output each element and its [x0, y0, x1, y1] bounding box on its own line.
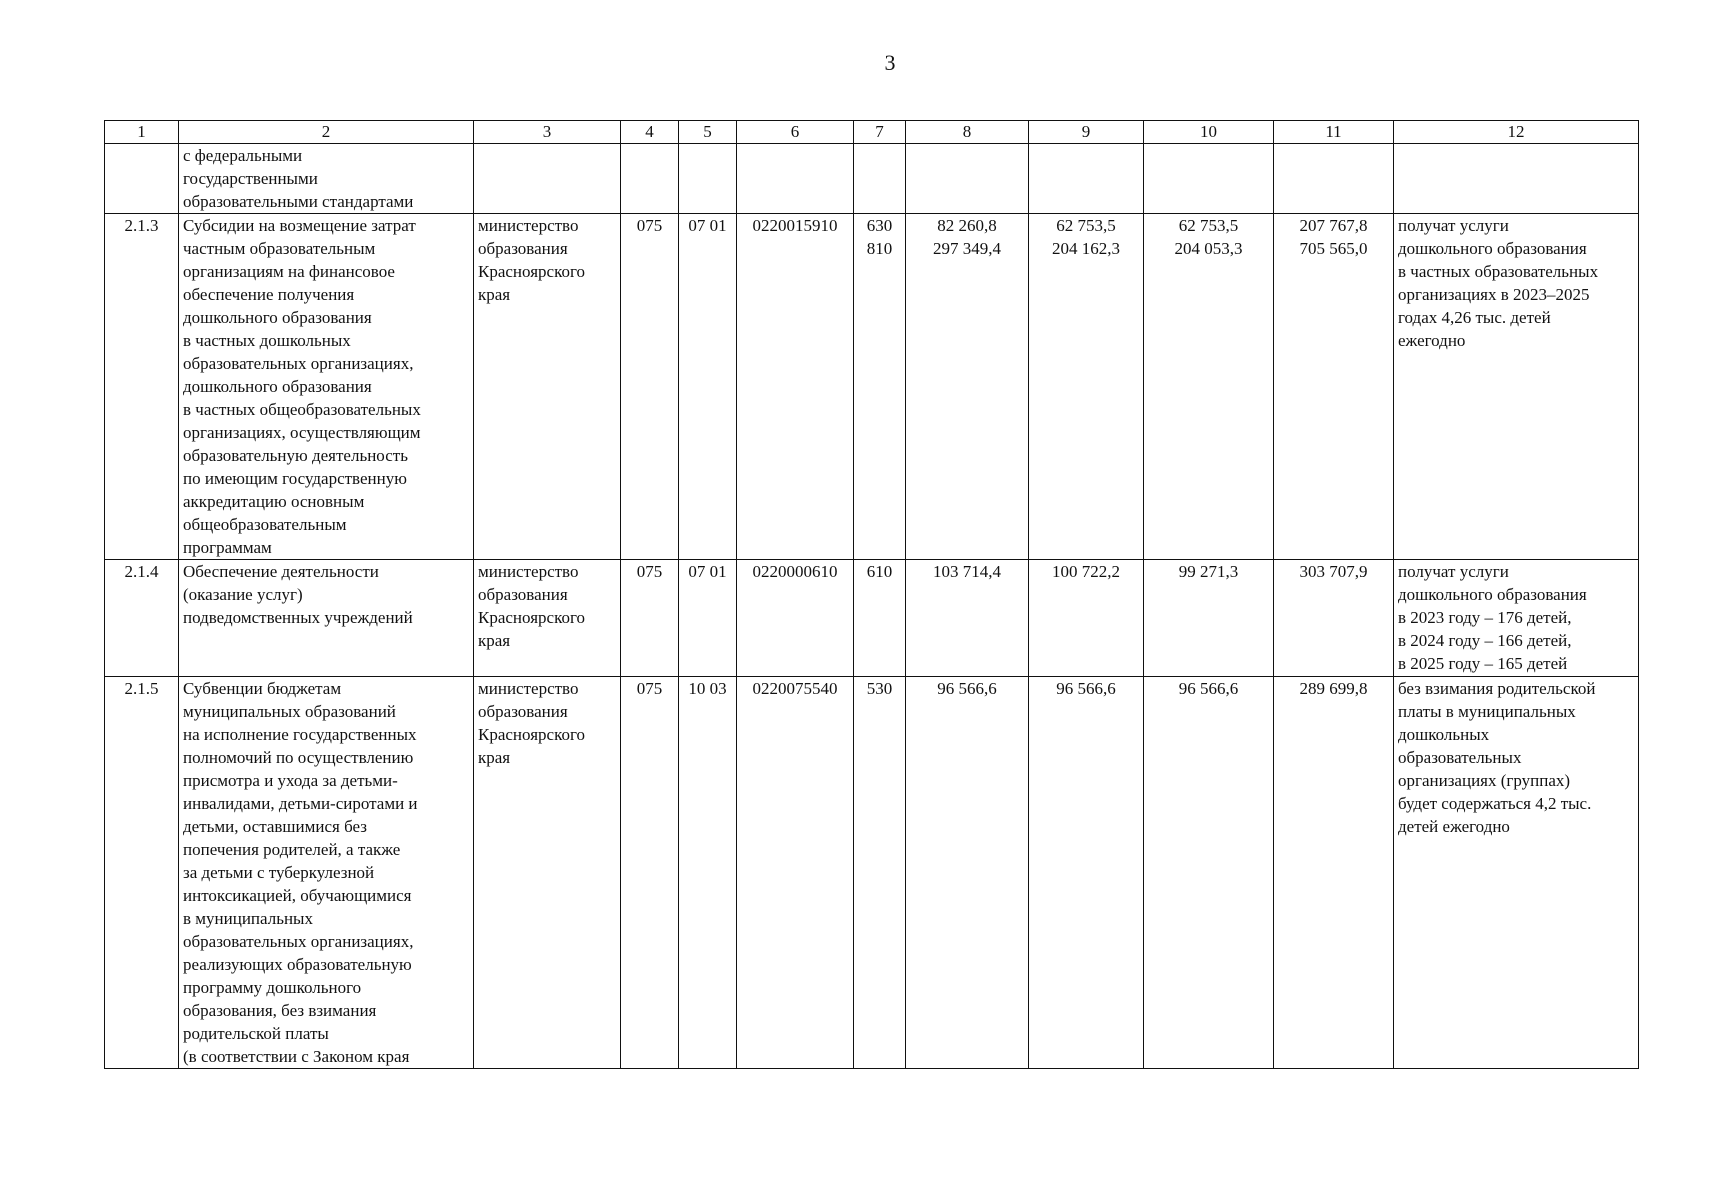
row-number: 2.1.4	[105, 560, 179, 677]
row-organization	[474, 214, 621, 560]
table-row	[105, 677, 1639, 1069]
rzpr-code: 07 01	[679, 560, 737, 677]
row-result	[1394, 214, 1639, 560]
result-lines-line: получат услуги	[1398, 562, 1509, 581]
name-lines-line: программам	[183, 538, 272, 557]
row-name	[179, 677, 474, 1069]
org-lines-line: министерство	[478, 216, 579, 235]
result-lines-line: платы в муниципальных	[1398, 702, 1576, 721]
name-lines-line: интоксикацией, обучающимися	[183, 886, 412, 905]
result-lines-line: без взимания родительской	[1398, 679, 1596, 698]
page-number: 3	[884, 50, 896, 75]
name-lines-line: образования, без взимания	[183, 1001, 377, 1020]
result-lines-line: получат услуги	[1398, 216, 1509, 235]
result-lines-line: в 2024 году – 166 детей,	[1398, 631, 1572, 650]
total-value: 207 767,8	[1299, 216, 1368, 235]
name-lines-line: Субсидии на возмещение затрат	[183, 216, 416, 235]
amount-2025	[1144, 214, 1274, 560]
result-lines-line: детей ежегодно	[1398, 817, 1510, 836]
total-value: 705 565,0	[1299, 239, 1368, 258]
rzpr-code: 10 03	[679, 677, 737, 1069]
vr-value: 810	[866, 239, 893, 258]
grbs-code: 075	[621, 560, 679, 677]
name-lines-line: Обеспечение деятельности	[183, 562, 379, 581]
vr-code	[854, 677, 906, 1069]
name-lines-line: организациям на финансовое	[183, 262, 395, 281]
y2024-value: 204 162,3	[1052, 239, 1120, 258]
amount-2025	[1144, 677, 1274, 1069]
name-lines-line: реализующих образовательную	[183, 955, 412, 974]
org-lines-line: края	[478, 285, 511, 304]
amount-total	[1274, 214, 1394, 560]
y2025-value: 99 271,3	[1178, 562, 1239, 581]
amount-2024	[1029, 677, 1144, 1069]
name-lines-line: аккредитацию основным	[183, 492, 365, 511]
result-lines-line: организациях в 2023–2025	[1398, 285, 1590, 304]
result-lines-line: организациях (группах)	[1398, 771, 1571, 790]
total-value: 303 707,9	[1299, 562, 1368, 581]
vr-value: 530	[866, 679, 893, 698]
org-lines-line: края	[478, 748, 511, 767]
grbs-code: 075	[621, 677, 679, 1069]
org-lines-line: министерство	[478, 679, 579, 698]
row-result	[1394, 677, 1639, 1069]
y2025-value: 204 053,3	[1174, 239, 1243, 258]
csr-code: 0220075540	[737, 677, 854, 1069]
result-lines-line: в 2025 году – 165 детей	[1398, 654, 1568, 673]
table-row	[105, 214, 1639, 560]
y2023-value: 96 566,6	[937, 679, 997, 698]
header-cell: 12	[1394, 121, 1639, 144]
header-cell: 2	[179, 121, 474, 144]
name-lines-line: обеспечение получения	[183, 285, 355, 304]
vr-code	[854, 560, 906, 677]
row-name	[179, 560, 474, 677]
row-name	[179, 214, 474, 560]
result-lines-line: дошкольных	[1398, 725, 1490, 744]
name-lines-line: в муниципальных	[183, 909, 313, 928]
csr-code: 0220000610	[737, 560, 854, 677]
vr-code	[854, 214, 906, 560]
table-row	[105, 560, 1639, 677]
header-cell: 4	[621, 121, 679, 144]
name-lines-line: дошкольного образования	[183, 377, 372, 396]
header-cell: 5	[679, 121, 737, 144]
name-lines-line: родительской платы	[183, 1024, 329, 1043]
result-lines-line: дошкольного образования	[1398, 585, 1587, 604]
amount-total	[1274, 560, 1394, 677]
header-cell: 10	[1144, 121, 1274, 144]
rzpr-code: 07 01	[679, 214, 737, 560]
result-lines-line: годах 4,26 тыс. детей	[1398, 308, 1551, 327]
row-number: 2.1.5	[105, 677, 179, 1069]
header-cell: 6	[737, 121, 854, 144]
header-cell: 7	[854, 121, 906, 144]
vr-value: 630	[866, 216, 893, 235]
total-value: 289 699,8	[1299, 679, 1368, 698]
name-lines-line: на исполнение государственных	[183, 725, 417, 744]
vr-value: 610	[866, 562, 893, 581]
amount-2024	[1029, 560, 1144, 677]
amount-2023	[906, 560, 1029, 677]
y2025-value: 96 566,6	[1178, 679, 1239, 698]
name-lines-line: образовательную деятельность	[183, 446, 408, 465]
name-lines-line: программу дошкольного	[183, 978, 362, 997]
budget-table	[104, 120, 1639, 1069]
continuation-text: с федеральными государственными образовательными стандартами	[179, 144, 474, 214]
continuation-row	[105, 144, 1639, 214]
org-lines-line: Красноярского	[478, 262, 586, 281]
amount-2024	[1029, 214, 1144, 560]
name-lines-line: попечения родителей, а также	[183, 840, 401, 859]
csr-code: 0220015910	[737, 214, 854, 560]
name-lines-line: муниципальных образований	[183, 702, 396, 721]
org-lines-line: Красноярского	[478, 608, 586, 627]
name-lines-line: Субвенции бюджетам	[183, 679, 342, 698]
name-lines-line: подведомственных учреждений	[183, 608, 413, 627]
row-organization	[474, 677, 621, 1069]
result-lines-line: будет содержаться 4,2 тыс.	[1398, 794, 1592, 813]
header-cell: 9	[1029, 121, 1144, 144]
name-lines-line: образовательных организациях,	[183, 354, 414, 373]
result-lines-line: ежегодно	[1398, 331, 1466, 350]
amount-2023	[906, 214, 1029, 560]
name-lines-line: присмотра и ухода за детьми-	[183, 771, 398, 790]
result-lines-line: дошкольного образования	[1398, 239, 1587, 258]
org-lines-line: образования	[478, 702, 568, 721]
name-lines-line: организациях, осуществляющим	[183, 423, 421, 442]
org-lines-line: министерство	[478, 562, 579, 581]
name-lines-line: инвалидами, детьми-сиротами и	[183, 794, 418, 813]
amount-2025	[1144, 560, 1274, 677]
y2024-value: 62 753,5	[1056, 216, 1116, 235]
name-lines-line: образовательных организациях,	[183, 932, 414, 951]
y2023-value: 82 260,8	[937, 216, 997, 235]
result-lines-line: в 2023 году – 176 детей,	[1398, 608, 1572, 627]
grbs-code: 075	[621, 214, 679, 560]
result-lines-line: в частных образовательных	[1398, 262, 1599, 281]
header-cell: 11	[1274, 121, 1394, 144]
name-lines-line: за детьми с туберкулезной	[183, 863, 375, 882]
name-lines-line: по имеющим государственную	[183, 469, 407, 488]
header-cell: 1	[105, 121, 179, 144]
amount-2023	[906, 677, 1029, 1069]
name-lines-line: дошкольного образования	[183, 308, 372, 327]
name-lines-line: (в соответствии с Законом края	[183, 1047, 410, 1066]
name-lines-line: общеобразовательным	[183, 515, 347, 534]
name-lines-line: детьми, оставшимися без	[183, 817, 367, 836]
name-lines-line: (оказание услуг)	[183, 585, 303, 604]
y2025-value: 62 753,5	[1178, 216, 1239, 235]
name-lines-line: в частных общеобразовательных	[183, 400, 421, 419]
name-lines-line: полномочий по осуществлению	[183, 748, 414, 767]
y2024-value: 96 566,6	[1056, 679, 1116, 698]
org-lines-line: образования	[478, 585, 568, 604]
amount-total	[1274, 677, 1394, 1069]
org-lines-line: края	[478, 631, 511, 650]
row-result	[1394, 560, 1639, 677]
name-lines-line: в частных дошкольных	[183, 331, 351, 350]
row-number: 2.1.3	[105, 214, 179, 560]
org-lines-line: Красноярского	[478, 725, 586, 744]
header-row	[105, 121, 1639, 144]
name-lines-line: частным образовательным	[183, 239, 376, 258]
y2024-value: 100 722,2	[1052, 562, 1120, 581]
org-lines-line: образования	[478, 239, 568, 258]
row-organization	[474, 560, 621, 677]
header-cell: 3	[474, 121, 621, 144]
y2023-value: 297 349,4	[933, 239, 1001, 258]
header-cell: 8	[906, 121, 1029, 144]
result-lines-line: образовательных	[1398, 748, 1522, 767]
y2023-value: 103 714,4	[933, 562, 1001, 581]
